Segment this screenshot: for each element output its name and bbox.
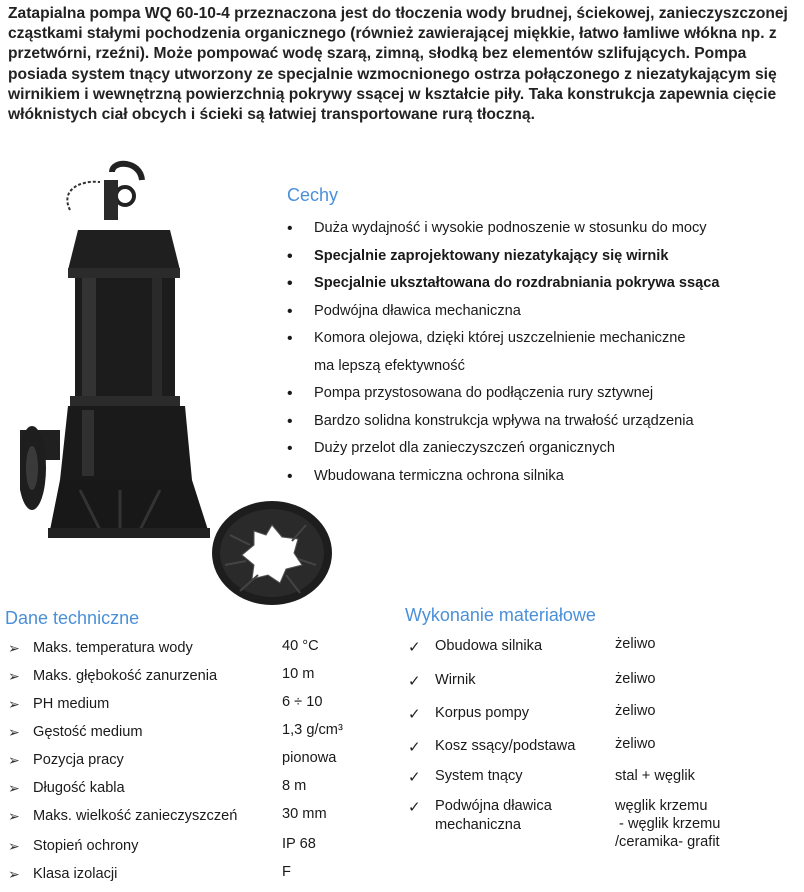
feature-item: • Wbudowana termiczna ochrona silnika — [287, 463, 797, 491]
pump-image — [20, 160, 220, 550]
feature-item: • Bardzo solidna konstrukcja wpływa na trwałość urządzenia — [287, 408, 797, 436]
material-value-line: /ceramika- grafit — [615, 834, 720, 850]
arrow-icon: ➢ — [8, 838, 20, 854]
tech-label: Klasa izolacji — [33, 866, 118, 882]
material-value: żeliwo — [615, 703, 656, 719]
intro-paragraph: Zatapialna pompa WQ 60-10-4 przeznaczona jest do tłoczenia wody brudnej, ściekowej, zanieczyszczonej cząstkami stałymi pochodzenia organicznego (również zawierającej miękkie, łatwo łamliwe włókna np. z przetwórni, rzeźni). Może pompować wodę szarą, zimną, słodką bez elementów szlifujących. Pompa posiada system tnący utworzony ze specjalnie wzmocnionego ostrza połączonego z niezatykającym się wirnikiem i wewnętrzną powierzchnią pokrywy ssącej w kształcie piły. Taka konstrukcja zapewnia cięcie włóknistych ciał obcych i ścieki są łatwiej transportowane rurą tłoczną. — [8, 5, 788, 124]
materials-title: Wykonanie materiałowe — [405, 605, 596, 625]
material-label: System tnący — [435, 768, 523, 784]
tech-label: Stopień ochrony — [33, 838, 139, 854]
tech-value: 8 m — [282, 778, 307, 794]
material-value: stal + węglik — [615, 768, 695, 784]
material-label-line: Podwójna dławica — [435, 798, 552, 814]
arrow-icon: ➢ — [8, 724, 20, 740]
arrow-icon: ➢ — [8, 780, 20, 796]
tech-value: 40 °C — [282, 638, 319, 654]
material-label: Korpus pompy — [435, 705, 530, 721]
material-label-line: mechaniczna — [435, 817, 521, 833]
tech-value: 10 m — [282, 666, 315, 682]
feature-item-continuation: ma lepszą efektywność — [314, 357, 465, 374]
tech-value: IP 68 — [282, 836, 316, 852]
material-value: żeliwo — [615, 636, 656, 652]
arrow-icon: ➢ — [8, 752, 20, 768]
feature-item: • Duży przelot dla zanieczyszczeń organicznych — [287, 435, 797, 463]
material-value: żeliwo — [615, 736, 656, 752]
feature-item: • Specjalnie ukształtowana do rozdrabniania pokrywa ssąca — [287, 270, 797, 298]
material-label: Kosz ssący/podstawa — [435, 738, 576, 754]
feature-item: • Pompa przystosowana do podłączenia rury sztywnej — [287, 380, 797, 408]
check-icon: ✓ — [408, 706, 421, 723]
tech-value: 30 mm — [282, 806, 327, 822]
tech-title: Dane techniczne — [5, 608, 140, 628]
check-icon: ✓ — [408, 739, 421, 756]
feature-item: • Komora olejowa, dzięki której uszczelnienie mechaniczne — [287, 325, 797, 353]
feature-item: • Specjalnie zaprojektowany niezatykający się wirnik — [287, 243, 797, 271]
feature-item: • Podwójna dławica mechaniczna — [287, 298, 797, 326]
features-title: Cechy — [287, 185, 339, 205]
tech-value: 1,3 g/cm³ — [282, 722, 343, 738]
material-value-line: - węglik krzemu — [615, 816, 721, 832]
arrow-icon: ➢ — [8, 866, 20, 882]
tech-value: F — [282, 864, 291, 880]
material-value: żeliwo — [615, 671, 656, 687]
tech-label: Maks. głębokość zanurzenia — [33, 668, 218, 684]
arrow-icon: ➢ — [8, 696, 20, 712]
arrow-icon: ➢ — [8, 640, 20, 656]
arrow-icon: ➢ — [8, 668, 20, 684]
material-value-line: węglik krzemu — [615, 798, 708, 814]
arrow-icon: ➢ — [8, 808, 20, 824]
tech-label: Gęstość medium — [33, 724, 143, 740]
tech-value: 6 ÷ 10 — [282, 694, 323, 710]
tech-label: PH medium — [33, 696, 110, 712]
tech-label: Maks. temperatura wody — [33, 640, 193, 656]
check-icon: ✓ — [408, 673, 421, 690]
features-list — [287, 215, 797, 490]
material-label: Obudowa silnika — [435, 638, 543, 654]
check-icon: ✓ — [408, 639, 421, 656]
tech-value: pionowa — [282, 750, 337, 766]
check-icon: ✓ — [408, 769, 421, 786]
cutting-plate-image — [210, 495, 335, 610]
tech-label: Maks. wielkość zanieczyszczeń — [33, 808, 238, 824]
check-icon: ✓ — [408, 799, 421, 816]
material-label: Wirnik — [435, 672, 476, 688]
tech-label: Długość kabla — [33, 780, 125, 796]
feature-item: • Duża wydajność i wysokie podnoszenie w stosunku do mocy — [287, 215, 797, 243]
tech-label: Pozycja pracy — [33, 752, 124, 768]
